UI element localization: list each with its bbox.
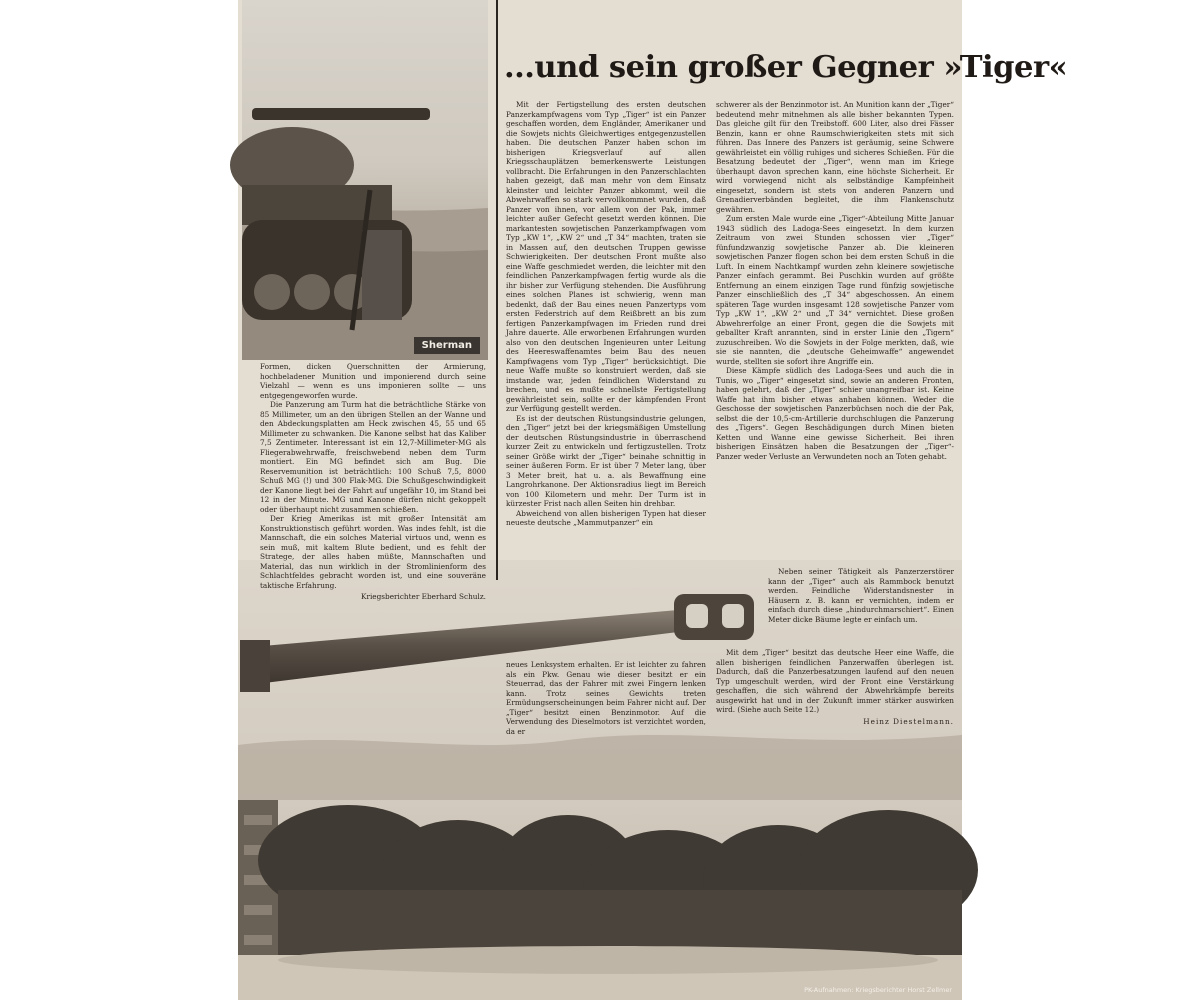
left-paragraph: Der Krieg Amerikas ist mit großer Intensität am Konstruktionstisch geführt worden. Was indes fehlt, ist die Mannschaft, die ein solches Material virtuos und, wenn es sein muß, mit kaltem Blute bedient, und es fehlt der Stratege, der alles haben müßte, Mannschaften und Material, das nun wirklich in der Stromlinienform des Schlachtfeldes gebracht worden ist, und eine souveräne taktische Erfahrung. (260, 514, 486, 590)
middle-paragraph: Es ist der deutschen Rüstungsindustrie gelungen, den „Tiger“ jetzt bei der kriegsmäßigen Umstellung der deutschen Rüstungsindustrie in überraschend kurzer Zeit zu entwickeln und fertigzustellen. Trotz seiner Größe wirkt der „Tiger“ beinahe schnittig in seiner äußeren Form. Er ist über 7 Meter lang, über 3 Meter breit, hat u. a. als Bewaffnung eine Langrohrkanone. Der Aktionsradius liegt im Bereich von 100 Kilometern und mehr. Der Turm ist in kürzester Frist nach allen Seiten hin drehbar. (506, 413, 706, 508)
right-article-column (716, 100, 954, 461)
right-paragraph: schwerer als der Benzinmotor ist. An Munition kann der „Tiger“ bedeutend mehr mitnehmen als alle bisher bekannten Typen. Das gleiche gilt für den Treibstoff. 600 Liter, also drei Fässer Benzin, kann er ohne Raumschwierigkeiten stets mit sich führen. Das Innere des Panzers ist geräumig, seine Schwere gewährleistet ein völlig ruhiges und sicheres Schießen. Für die Besatzung bedeutet der „Tiger“, wenn man im Kriege überhaupt davon sprechen kann, eine höchste Sicherheit. Er wird vorwiegend nicht als selbständige Kampfeinheit eingesetzt, sondern ist stets von anderen Panzern und Grenadierverbänden begleitet, die ihm Flankenschutz gewähren. (716, 100, 954, 214)
photo-credit: PK-Aufnahmen: Kriegsberichter Horst Zellmer (804, 986, 952, 994)
left-paragraph: Formen, dicken Querschnitten der Armierung, hochbeladener Munition und imponierend durch seine Vielzahl — wenn es uns imponieren sollte — uns entgegengeworfen wurde. (260, 362, 486, 400)
right-paragraph: Diese Kämpfe südlich des Ladoga-Sees und auch die in Tunis, wo „Tiger“ eingesetzt sind, sowie an anderen Fronten, haben gelehrt, daß der „Tiger“ schier unangreifbar ist. Keine Waffe hat ihm bisher etwas anhaben können. Weder die Geschosse der sowjetischen Panzerbüchsen noch die der Pak, selbst die der 10,5-cm-Artillerie durchschlugen die Panzerung des „Tigers“. Gegen Beschädigungen durch Minen bieten Ketten und Wanne eine gewisse Sicherheit. Bei ihren bisherigen Einsätzen haben die Besatzungen der „Tiger“-Panzer weder Verluste an Verwundeten noch an Toten gehabt. (716, 366, 954, 461)
left-paragraph: Die Panzerung am Turm hat die beträchtliche Stärke von 85 Millimeter, um an den übrigen Stellen an der Wanne und den Abdeckungsplatten am Heck zwischen 45, 55 und 65 Millimeter zu schwanken. Die Kanone selbst hat das Kaliber 7,5 Zentimeter. Interessant ist ein 12,7-Millimeter-MG als Fliegerabwehrwaffe, freischwebend neben dem Turm montiert. Ein MG befindet sich am Bug. Die Reservemunition ist beträchtlich: 100 Schuß 7,5, 8000 Schuß MG (!) und 300 Flak-MG. Die Schußgeschwindigkeit der Kanone liegt bei der Fahrt auf ungefähr 10, im Stand bei 12 in der Minute. MG und Kanone dürfen nicht gekoppelt oder überhaupt nicht zusammen schießen. (260, 400, 486, 514)
right-paragraph: Zum ersten Male wurde eine „Tiger“-Abteilung Mitte Januar 1943 südlich des Ladoga-Sees eingesetzt. In dem kurzen Zeitraum von zwei Stunden schossen vier „Tiger“ fünfundzwanzig sowjetische Panzer ab. Die kleineren sowjetischen Panzer flogen schon bei dem ersten Schuß in die Luft. In einem Nachtkampf wurden zehn kleinere sowjetische Panzer einfach gerammt. Bei Puschkin wurden auf größte Entfernung an einem einzigen Tage rund fünfzig sowjetische Panzer einschließlich des „T 34“ abgeschossen. An einem späteren Tage wurden insgesamt 128 sowjetische Panzer vom Typ „KW 1“, „KW 2“ und „T 34“ vernichtet. Diese großen Abwehrerfolge an einer Front, gegen die die Sowjets mit geballter Kraft anrannten, sind in erster Linie den „Tigern“ zuzuschreiben. Wo die Sowjets in der Folge merkten, daß, wie sie sie nannten, die „deutsche Geheimwaffe“ angewendet wurde, stellten sie sofort ihre Angriffe ein. (716, 214, 954, 366)
right-signature: Heinz Diestelmann. (863, 716, 954, 726)
right-final-column (716, 648, 954, 726)
sherman-caption: Sherman (414, 337, 480, 354)
magazine-page (238, 0, 1068, 1000)
left-signature: Kriegsberichter Eberhard Schulz. (361, 592, 486, 601)
middle-lower-paragraph: neues Lenksystem erhalten. Er ist leichter zu fahren als ein Pkw. Genau wie dieser besitzt er ein Steuerrad, das der Fahrer mit zwei Fingern lenken kann. Trotz seines Gewichts treten Ermüdungserscheinungen beim Fahrer nicht auf. Der „Tiger“ besitzt einen Benzinmotor. Auf die Verwendung des Dieselmotors ist verzichtet worden, da er (506, 660, 706, 736)
middle-article-column (506, 100, 706, 528)
middle-paragraph: Mit der Fertigstellung des ersten deutschen Panzerkampfwagens vom Typ „Tiger“ ist ein Panzer geschaffen worden, dem Engländer, Amerikaner und die Sowjets nichts Gleichwertiges entgegenzustellen haben. Die deutschen Panzer haben schon im bisherigen Kriegsverlauf auf allen Kriegsschauplätzen bemerkenswerte Leistungen vollbracht. Die Erfahrungen in den Panzerschlachten haben gezeigt, daß man mehr von dem Einsatz kleinster und leichter Panzer abkommt, weil die Abwehrwaffen so stark vervollkommnet wurden, daß Panzer von ihnen, vor allem von der Pak, immer leichter außer Gefecht gesetzt werden können. Die markantesten sowjetischen Panzerkampfwagen vom Typ „KW 1“, „KW 2“ und „T 34“ machten, traten sie in Massen auf, den deutschen Truppen gewisse Schwierigkeiten. Der deutschen Front mußte also eine Waffe geschmiedet werden, die leichter mit den feindlichen Panzerkampfwagen fertig wurde als die ihr bisher zur Verfügung stehenden. Die Ausführung eines solchen Planes ist schwierig, wenn man bedenkt, daß der Bau eines neuen Panzertyps vom ersten Federstrich auf dem Reißbrett an bis zum fertigen Panzerkampfwagen im Frieden rund drei Jahre dauerte. Alle erworbenen Erfahrungen wurden also von den deutschen Ingenieuren unter Leitung des Heereswaffenamtes beim Bau des neuen Kampfwagens vom Typ „Tiger“ berücksichtigt. Die neue Waffe mußte so konstruiert werden, daß sie imstande war, jeden feindlichen Widerstand zu brechen, und es mußte schnellste Fertigstellung gewährleistet sein, sollte er der kämpfenden Front zur Verfügung gestellt werden. (506, 100, 706, 413)
middle-paragraph: Abweichend von allen bisherigen Typen hat dieser neueste deutsche „Mammutpanzer“ ein (506, 508, 706, 527)
right-final-paragraph: Mit dem „Tiger“ besitzt das deutsche Heer eine Waffe, die allen bisherigen feindlichen Panzerwaffen überlegen ist. Dadurch, daß die Panzerbesatzungen laufend auf den neuen Typ umgeschult werden, wird der Front eine Verstärkung geschaffen, die sich während der Abwehrkämpfe bereits ausgewirkt hat und in der Zukunft immer stärker auswirken wird. (Siehe auch Seite 12.) (716, 648, 954, 714)
right-narrow-paragraph: Neben seiner Tätigkeit als Panzerzerstörer kann der „Tiger“ auch als Rammbock benutzt werden. Feindliche Widerstandsnester in Häusern z. B. kann er vernichten, indem er einfach durch diese „hindurchmarschiert“. Einen Meter dicke Bäume legte er einfach um. (768, 567, 954, 624)
right-narrow-column (768, 567, 954, 624)
column-divider (496, 0, 498, 580)
middle-lower-column (506, 660, 706, 736)
sherman-tank-photo (242, 0, 488, 360)
left-article-column (260, 362, 486, 602)
sherman-tank-illustration (242, 0, 488, 360)
article-headline: ...und sein großer Gegner »Tiger« (504, 50, 1068, 85)
